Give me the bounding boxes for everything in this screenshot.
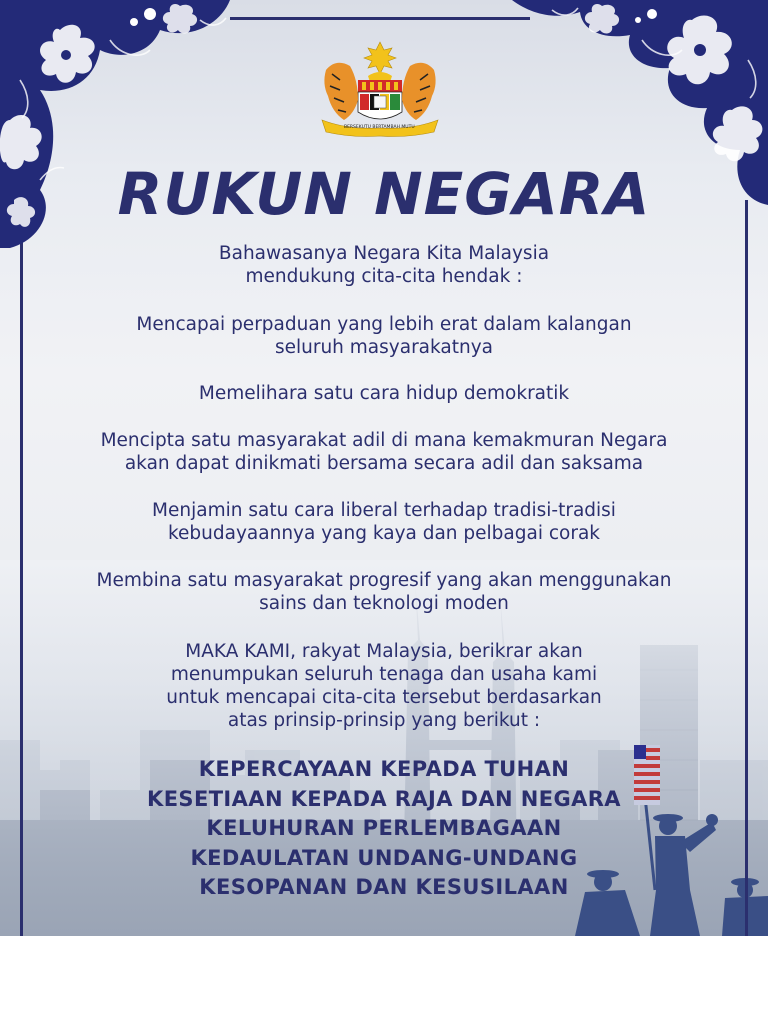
principle-3: KELUHURAN PERLEMBAGAAN <box>206 816 562 840</box>
aspiration-4 <box>30 499 738 545</box>
principle-2: KESETIAAN KEPADA RAJA DAN NEGARA <box>147 786 621 811</box>
principle-5: KESOPANAN DAN KESUSILAAN <box>199 875 569 899</box>
pledge <box>30 640 738 732</box>
preamble <box>30 242 738 288</box>
principle-4: KEDAULATAN UNDANG-UNDANG <box>190 845 578 870</box>
aspiration-line: akan dapat dinikmati bersama secara adil dan saksama <box>124 453 644 474</box>
bottom-margin <box>0 936 768 1024</box>
aspiration-line: seluruh masyarakatnya <box>274 337 494 358</box>
pledge-line: menumpukan seluruh tenaga dan usaha kami <box>170 664 598 685</box>
principles <box>60 755 708 903</box>
page-title: RUKUN NEGARA <box>117 160 651 228</box>
frame-right <box>745 200 748 936</box>
principle-1: KEPERCAYAAN KEPADA TUHAN <box>198 757 570 781</box>
pledge-line: untuk mencapai cita-cita tersebut berdasarkan <box>166 687 602 708</box>
aspiration-2 <box>30 382 738 405</box>
aspiration-line: Membina satu masyarakat progresif yang akan menggunakan <box>96 570 672 591</box>
aspiration-5 <box>30 569 738 615</box>
crest-icon <box>318 40 442 138</box>
aspiration-3 <box>30 429 738 475</box>
frame-left <box>20 150 23 936</box>
aspiration-1 <box>30 313 738 359</box>
pledge-line: MAKA KAMI, rakyat Malaysia, berikrar akan <box>185 641 583 662</box>
aspiration-line: kebudayaannya yang kaya dan pelbagai corak <box>167 523 601 544</box>
crest-motto: BERSEKUTU BERTAMBAH MUTU <box>344 125 415 130</box>
pledge-line: atas prinsip-prinsip yang berikut : <box>227 710 541 731</box>
preamble-line: Bahawasanya Negara Kita Malaysia <box>218 243 550 264</box>
aspiration-line: Mencipta satu masyarakat adil di mana kemakmuran Negara <box>100 430 668 451</box>
frame-top <box>230 17 530 20</box>
aspiration-line: Mencapai perpaduan yang lebih erat dalam kalangan <box>136 314 632 335</box>
aspiration-line: Menjamin satu cara liberal terhadap tradisi-tradisi <box>152 500 616 521</box>
aspiration-line: Memelihara satu cara hidup demokratik <box>198 383 570 404</box>
aspiration-line: sains dan teknologi moden <box>259 593 509 614</box>
preamble-line: mendukung cita-cita hendak : <box>245 266 523 287</box>
